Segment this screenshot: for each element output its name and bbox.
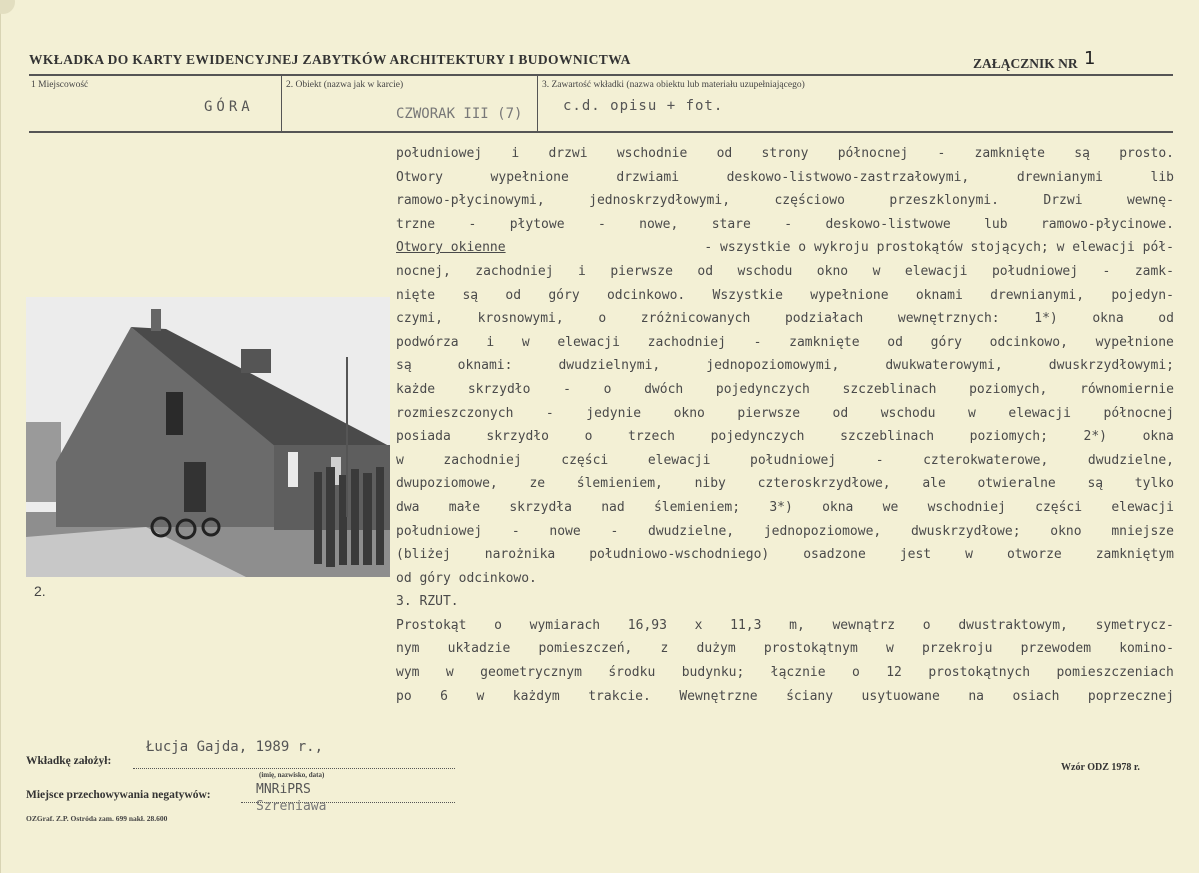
word: elewacji bbox=[1111, 499, 1174, 515]
word: części bbox=[561, 452, 609, 468]
word: części bbox=[1035, 499, 1083, 515]
word: Otwory bbox=[396, 169, 443, 185]
word: prostokątnych bbox=[928, 665, 1031, 681]
word: na bbox=[968, 688, 984, 704]
word: skrzydło bbox=[467, 381, 531, 397]
word: pomieszczeniach bbox=[1056, 665, 1174, 681]
word: jedynie bbox=[586, 405, 642, 421]
word: drzwi bbox=[548, 146, 588, 161]
word: zróżnicowanych bbox=[640, 311, 751, 327]
word: góry bbox=[930, 334, 962, 350]
word: dwa bbox=[396, 499, 420, 515]
word: ze bbox=[529, 476, 546, 492]
word: zachodniej bbox=[443, 452, 522, 468]
word: Drzwi bbox=[1043, 193, 1083, 209]
word: ramowo-płycinowymi, bbox=[396, 193, 545, 209]
word: wewnę- bbox=[1126, 193, 1174, 209]
word: poziomych; bbox=[969, 429, 1048, 445]
word: jednopoziomowymi, bbox=[706, 358, 840, 374]
word: o bbox=[603, 381, 612, 397]
word: dwudzielne, bbox=[1087, 452, 1174, 468]
word: poziomych, bbox=[969, 381, 1048, 397]
windows-heading: Otwory okienne bbox=[396, 240, 506, 256]
word: drewnianymi bbox=[1016, 169, 1103, 185]
word: w bbox=[968, 405, 976, 421]
word: okna bbox=[822, 499, 854, 515]
text-line bbox=[396, 543, 1174, 567]
word: są bbox=[1087, 476, 1104, 492]
word: zamknięte bbox=[974, 146, 1045, 161]
text-line bbox=[396, 472, 1174, 496]
word: odcinkowo. bbox=[606, 287, 686, 303]
word: pomieszczeń, bbox=[538, 641, 633, 657]
word: wym bbox=[396, 665, 420, 681]
word: o bbox=[851, 665, 860, 681]
word: - bbox=[753, 334, 762, 350]
printer-note: OZGraf. Z.P. Ostróda zam. 699 nakł. 28.600 bbox=[26, 814, 168, 823]
form-title: WKŁADKA DO KARTY EWIDENCYJNEJ ZABYTKÓW ARCHITEKTURY I BUDOWNICTWA bbox=[29, 52, 631, 67]
word: i bbox=[578, 263, 586, 279]
word: - bbox=[563, 381, 571, 397]
word: ale bbox=[922, 476, 946, 492]
word: od bbox=[832, 405, 849, 421]
field-divider-2 bbox=[537, 76, 538, 131]
field-1-label: 1 Miejscowość bbox=[31, 80, 89, 90]
object-value: CZWORAK III (7) bbox=[396, 106, 523, 122]
negatives-value: MNRiPRS bbox=[256, 782, 311, 797]
word: dwustraktowym, bbox=[958, 617, 1068, 633]
text-line bbox=[396, 661, 1174, 685]
word: elewacji bbox=[1008, 405, 1071, 421]
section-heading: 3. RZUT. bbox=[396, 594, 459, 610]
text-line-rest: - wszystkie o wykroju prostokątów stojących; w elewacji pół- bbox=[704, 240, 1174, 256]
text-line bbox=[396, 284, 1174, 308]
word: góry bbox=[548, 287, 580, 303]
word: zamk- bbox=[1134, 263, 1174, 279]
word: dużym bbox=[696, 641, 736, 657]
word: o bbox=[494, 617, 502, 633]
word: mniejsze bbox=[1111, 523, 1174, 539]
word: deskowo-listwowo-zastrzałowymi, bbox=[726, 169, 970, 185]
word: pojedynczych bbox=[710, 429, 805, 445]
word: otworze bbox=[1006, 547, 1062, 563]
word: usytuowane bbox=[861, 688, 940, 704]
text-line bbox=[396, 260, 1174, 284]
punch-hole bbox=[0, 0, 15, 14]
word: wschodniej bbox=[927, 499, 1006, 515]
word: od bbox=[716, 146, 733, 161]
word: małe bbox=[448, 499, 481, 515]
word: komino- bbox=[1119, 641, 1174, 657]
text-line bbox=[396, 520, 1174, 544]
word: równomiernie bbox=[1080, 381, 1174, 397]
word: oknami: bbox=[457, 358, 513, 374]
word: rozmieszczonych bbox=[396, 405, 514, 421]
word: w bbox=[476, 688, 485, 704]
word: w bbox=[445, 665, 454, 681]
word: zamknięte bbox=[789, 334, 860, 350]
word: - bbox=[511, 523, 520, 539]
negatives-label: Miejsce przechowywania negatywów: bbox=[26, 789, 211, 801]
author-value: Łucja Gajda, 1989 r., bbox=[146, 739, 324, 755]
word: każde bbox=[396, 381, 436, 397]
word: dwuskrzydłowe; bbox=[910, 523, 1021, 539]
word: posiada bbox=[396, 429, 451, 445]
word: w bbox=[885, 641, 894, 657]
text-line bbox=[396, 307, 1174, 331]
word: zachodniej bbox=[647, 334, 726, 350]
word: od bbox=[505, 287, 522, 303]
word: o bbox=[584, 429, 593, 445]
word: budynku; bbox=[681, 665, 745, 681]
word: lib bbox=[1150, 169, 1174, 185]
word: odcinkowo, bbox=[989, 334, 1068, 350]
word: wypełnione bbox=[1095, 334, 1174, 350]
word: układzie bbox=[447, 641, 511, 657]
word: okna bbox=[1142, 429, 1174, 445]
text-line bbox=[396, 425, 1174, 449]
word: wewnętrznych: bbox=[897, 311, 1000, 327]
word: pierwsze bbox=[737, 405, 801, 421]
word: czteroskrzydłowe, bbox=[757, 476, 891, 492]
word: jednoskrzydłowymi, bbox=[589, 193, 731, 209]
word: nym bbox=[396, 641, 420, 657]
word: dwukwaterowymi, bbox=[885, 358, 1003, 374]
word: pojedyn- bbox=[1111, 287, 1174, 303]
word: częściowo bbox=[774, 193, 845, 209]
word: o bbox=[922, 617, 931, 633]
field-divider-1 bbox=[281, 76, 282, 131]
content-value: c.d. opisu + fot. bbox=[563, 98, 724, 114]
word: w bbox=[872, 263, 881, 279]
word: południowej bbox=[750, 452, 837, 468]
field-3-label: 3. Zawartość wkładki (nazwa obiektu lub materiału uzupełniającego) bbox=[542, 80, 805, 90]
word: 12 bbox=[886, 665, 902, 681]
word: 2*) bbox=[1083, 429, 1107, 445]
word: pierwsze bbox=[610, 263, 673, 279]
word: x bbox=[694, 617, 703, 633]
word: okno bbox=[673, 405, 705, 421]
annex-number: 1 bbox=[1084, 48, 1096, 69]
word: dwupoziomowe, bbox=[396, 476, 498, 492]
word: od bbox=[1158, 311, 1174, 327]
word: w bbox=[521, 334, 530, 350]
word: - bbox=[468, 216, 477, 232]
word: południowej bbox=[396, 523, 483, 539]
word: okna bbox=[1092, 311, 1124, 327]
word: są bbox=[462, 287, 479, 303]
word: zachodniej bbox=[475, 263, 554, 279]
text-line bbox=[396, 402, 1174, 426]
word: stare bbox=[711, 216, 751, 232]
photo-caption: 2. bbox=[34, 583, 46, 599]
word: strony bbox=[761, 146, 809, 161]
word: we bbox=[882, 499, 899, 515]
word: geometrycznym bbox=[480, 665, 582, 681]
word: pojedynczych bbox=[715, 381, 810, 397]
locality-value: GÓRA bbox=[204, 99, 254, 115]
word: - bbox=[597, 216, 606, 232]
word: dwóch bbox=[644, 381, 684, 397]
word: trakcie. bbox=[588, 688, 651, 704]
word: nad bbox=[601, 499, 625, 515]
word: - bbox=[1102, 263, 1111, 279]
word: ślemieniem, bbox=[576, 476, 663, 492]
word: 1*) bbox=[1034, 311, 1058, 327]
building-photo bbox=[26, 297, 390, 577]
word: skrzydła bbox=[509, 499, 572, 515]
word: - bbox=[545, 405, 554, 421]
text-line: od góry odcinkowo. bbox=[396, 570, 537, 586]
author-label: Wkładkę założył: bbox=[26, 755, 112, 767]
word: prostokątnym bbox=[763, 641, 858, 657]
word: południowo-wschodniego) bbox=[589, 547, 770, 563]
word: ściany bbox=[786, 688, 834, 704]
word: południowej bbox=[396, 146, 483, 161]
word: deskowo-listwowe bbox=[825, 216, 951, 232]
author-sublabel: (imię, nazwisko, data) bbox=[259, 771, 325, 779]
word: w bbox=[396, 452, 404, 468]
word: nocnej, bbox=[396, 263, 451, 279]
word: tylko bbox=[1134, 476, 1174, 492]
annex-label-text: ZAŁĄCZNIK NR bbox=[973, 56, 1078, 71]
word: południowej bbox=[991, 263, 1079, 279]
word: krosnowymi, bbox=[477, 311, 564, 327]
word: są bbox=[396, 358, 412, 374]
word: - bbox=[937, 146, 946, 161]
word: trzne bbox=[396, 216, 436, 232]
word: 11,3 bbox=[730, 617, 762, 633]
word: okno bbox=[816, 263, 849, 279]
author-dotted-line bbox=[133, 768, 455, 769]
word: otwieralne bbox=[977, 476, 1056, 492]
word: ślemieniem; bbox=[653, 499, 741, 515]
annex-label bbox=[973, 48, 1096, 73]
word: przeszklonymi. bbox=[889, 193, 999, 209]
word: przekroju bbox=[921, 641, 993, 657]
word: osadzone bbox=[803, 547, 866, 563]
word: prosto. bbox=[1119, 146, 1174, 161]
word: od bbox=[887, 334, 903, 350]
word: dwudzielne, bbox=[648, 523, 735, 539]
word: północnej bbox=[1103, 405, 1174, 421]
text-line bbox=[396, 378, 1174, 402]
word: szczeblinach bbox=[842, 381, 937, 397]
word: szczeblinach bbox=[840, 429, 935, 445]
text-line bbox=[396, 331, 1174, 355]
description-text bbox=[396, 142, 1174, 708]
header-rule bbox=[29, 74, 1173, 76]
word: - bbox=[610, 523, 619, 539]
word: wymiarach bbox=[529, 617, 601, 633]
word: i bbox=[511, 146, 520, 161]
word: łącznie bbox=[770, 665, 826, 681]
word: środku bbox=[608, 665, 656, 681]
text-line bbox=[396, 142, 1174, 166]
field-2-label: 2. Obiekt (nazwa jak w karcie) bbox=[286, 80, 404, 90]
word: (bliżej bbox=[396, 547, 451, 563]
word: nowe bbox=[549, 523, 581, 539]
word: czterokwaterowe, bbox=[923, 452, 1049, 468]
word: wewnątrz bbox=[832, 617, 896, 633]
word: wschodu bbox=[737, 263, 793, 279]
word: jednopoziomowe, bbox=[763, 523, 882, 539]
word: wschodnie bbox=[616, 146, 688, 161]
word: północnej bbox=[837, 146, 909, 161]
word: elewacji bbox=[647, 452, 711, 468]
word: symetrycz- bbox=[1095, 617, 1174, 633]
word: są bbox=[1074, 146, 1090, 161]
word: czymi, bbox=[396, 311, 443, 327]
word: niby bbox=[694, 476, 726, 492]
word: - bbox=[875, 452, 884, 468]
text-line bbox=[396, 449, 1174, 473]
word: o bbox=[598, 311, 607, 327]
word: wypełnione bbox=[810, 287, 889, 303]
word: płytowe bbox=[509, 216, 565, 232]
word: wschodu bbox=[880, 405, 936, 421]
word: ramowo-płycinowe. bbox=[1040, 216, 1174, 232]
word: trzech bbox=[628, 429, 675, 445]
word: i bbox=[486, 334, 495, 350]
word: elewacji bbox=[904, 263, 968, 279]
word: wypełnione bbox=[490, 169, 569, 185]
word: w bbox=[965, 547, 973, 563]
word: lub bbox=[984, 216, 1008, 232]
word: Wewnętrzne bbox=[679, 688, 758, 704]
text-line bbox=[396, 166, 1174, 190]
text-line bbox=[396, 354, 1174, 378]
fields-rule bbox=[29, 131, 1173, 133]
word: narożnika bbox=[484, 547, 556, 563]
word: 16,93 bbox=[627, 617, 667, 633]
word: drzwiami bbox=[616, 169, 680, 185]
word: poprzecznej bbox=[1087, 688, 1174, 704]
text-line bbox=[396, 189, 1174, 213]
word: osiach bbox=[1012, 688, 1060, 704]
negatives-value-2: Szreniawa bbox=[256, 799, 327, 814]
word: oknami bbox=[915, 287, 963, 303]
word: jest bbox=[899, 547, 932, 563]
text-line bbox=[396, 236, 1174, 260]
word: dwudzielnymi, bbox=[558, 358, 661, 374]
word: Wszystkie bbox=[712, 287, 783, 303]
word: 3*) bbox=[769, 499, 793, 515]
word: zamkniętym bbox=[1095, 547, 1174, 563]
word: okno bbox=[1050, 523, 1082, 539]
word: 6 bbox=[440, 688, 448, 704]
text-line bbox=[396, 637, 1174, 661]
word: drewnianymi, bbox=[990, 287, 1085, 303]
word: nięte bbox=[396, 287, 436, 303]
text-line bbox=[396, 496, 1174, 520]
text-line bbox=[396, 213, 1174, 237]
word: Prostokąt bbox=[396, 617, 467, 633]
word: podziałach bbox=[784, 311, 864, 327]
word: po bbox=[396, 688, 412, 704]
word: nowe, bbox=[639, 216, 679, 232]
word: przewodem bbox=[1020, 641, 1092, 657]
word: od bbox=[697, 263, 714, 279]
text-line bbox=[396, 614, 1174, 638]
house-photo-illustration bbox=[26, 297, 390, 577]
text-line bbox=[396, 685, 1174, 709]
word: z bbox=[660, 641, 669, 657]
word: dwuskrzydłowymi; bbox=[1048, 358, 1174, 374]
word: elewacji bbox=[557, 334, 620, 350]
form-template-label: Wzór ODZ 1978 r. bbox=[1061, 762, 1140, 773]
word: podwórza bbox=[396, 334, 459, 350]
word: m, bbox=[789, 617, 805, 633]
word: - bbox=[784, 216, 793, 232]
word: każdym bbox=[512, 688, 560, 704]
word: skrzydło bbox=[486, 429, 550, 445]
